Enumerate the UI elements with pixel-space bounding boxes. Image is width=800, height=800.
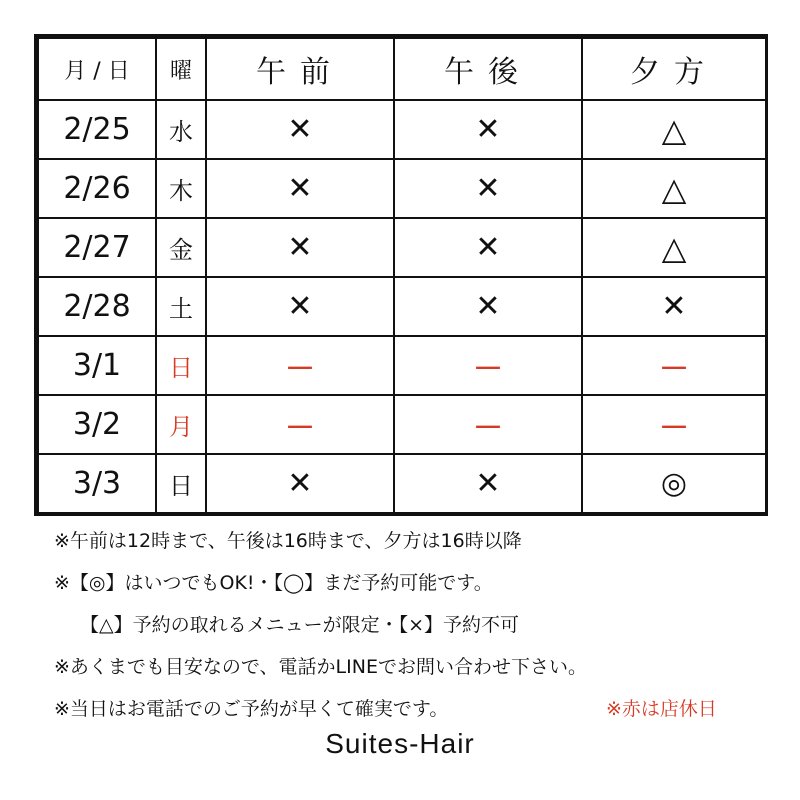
table-row (38, 100, 766, 159)
evening-closed-dash-mark: － (582, 336, 766, 395)
morning-unavailable-mark: ✕ (206, 277, 394, 336)
table-row (38, 159, 766, 218)
header-morning: 午前 (206, 38, 394, 100)
weekday-cell: 月 (156, 395, 206, 454)
shop-name: Suites-Hair (325, 728, 475, 759)
date-cell: 2/28 (38, 277, 156, 336)
afternoon-unavailable-mark: ✕ (394, 159, 582, 218)
weekday-cell: 木 (156, 159, 206, 218)
evening-unavailable-mark: ✕ (582, 277, 766, 336)
header-evening: 夕方 (582, 38, 766, 100)
afternoon-closed-dash-mark: － (394, 336, 582, 395)
note-same-day (54, 688, 774, 730)
morning-unavailable-mark: ✕ (206, 100, 394, 159)
evening-limited-triangle-mark: △ (582, 218, 766, 277)
afternoon-unavailable-mark: ✕ (394, 454, 582, 513)
afternoon-unavailable-mark: ✕ (394, 218, 582, 277)
availability-table (37, 37, 767, 514)
morning-unavailable-mark: ✕ (206, 159, 394, 218)
evening-closed-dash-mark: － (582, 395, 766, 454)
table-row (38, 218, 766, 277)
date-cell: 3/3 (38, 454, 156, 513)
header-afternoon: 午後 (394, 38, 582, 100)
table-row (38, 395, 766, 454)
weekday-cell: 日 (156, 336, 206, 395)
afternoon-closed-dash-mark: － (394, 395, 582, 454)
weekday-cell: 水 (156, 100, 206, 159)
note-symbol-legend-2: 【△】予約の取れるメニューが限定・【×】予約不可 (80, 614, 520, 636)
notes-section (54, 520, 774, 730)
weekday-cell: 日 (156, 454, 206, 513)
note-symbol-legend-1: ※【◎】はいつでもOK!・【◯】まだ予約可能です。 (54, 572, 493, 594)
evening-available-double-circle-mark: ◎ (582, 454, 766, 513)
evening-limited-triangle-mark: △ (582, 100, 766, 159)
afternoon-unavailable-mark: ✕ (394, 100, 582, 159)
date-cell: 3/2 (38, 395, 156, 454)
table-row (38, 454, 766, 513)
header-date: 月 / 日 (38, 38, 156, 100)
note-time-ranges: ※午前は12時まで、午後は16時まで、夕方は16時以降 (54, 530, 522, 552)
weekday-cell: 金 (156, 218, 206, 277)
date-cell: 3/1 (38, 336, 156, 395)
table-row (38, 336, 766, 395)
table-row (38, 277, 766, 336)
afternoon-unavailable-mark: ✕ (394, 277, 582, 336)
date-cell: 2/25 (38, 100, 156, 159)
evening-limited-triangle-mark: △ (582, 159, 766, 218)
note-holiday-legend: ※赤は店休日 (606, 698, 717, 720)
morning-closed-dash-mark: － (206, 395, 394, 454)
morning-unavailable-mark: ✕ (206, 454, 394, 513)
header-weekday: 曜 (156, 38, 206, 100)
schedule-table (34, 34, 768, 516)
note-same-day-text: ※当日はお電話でのご予約が早くて確実です。 (54, 698, 449, 720)
date-cell: 2/27 (38, 218, 156, 277)
morning-unavailable-mark: ✕ (206, 218, 394, 277)
weekday-cell: 土 (156, 277, 206, 336)
note-contact: ※あくまでも目安なので、電話かLINEでお問い合わせ下さい。 (54, 656, 587, 678)
table-header-row (38, 38, 766, 100)
date-cell: 2/26 (38, 159, 156, 218)
morning-closed-dash-mark: － (206, 336, 394, 395)
